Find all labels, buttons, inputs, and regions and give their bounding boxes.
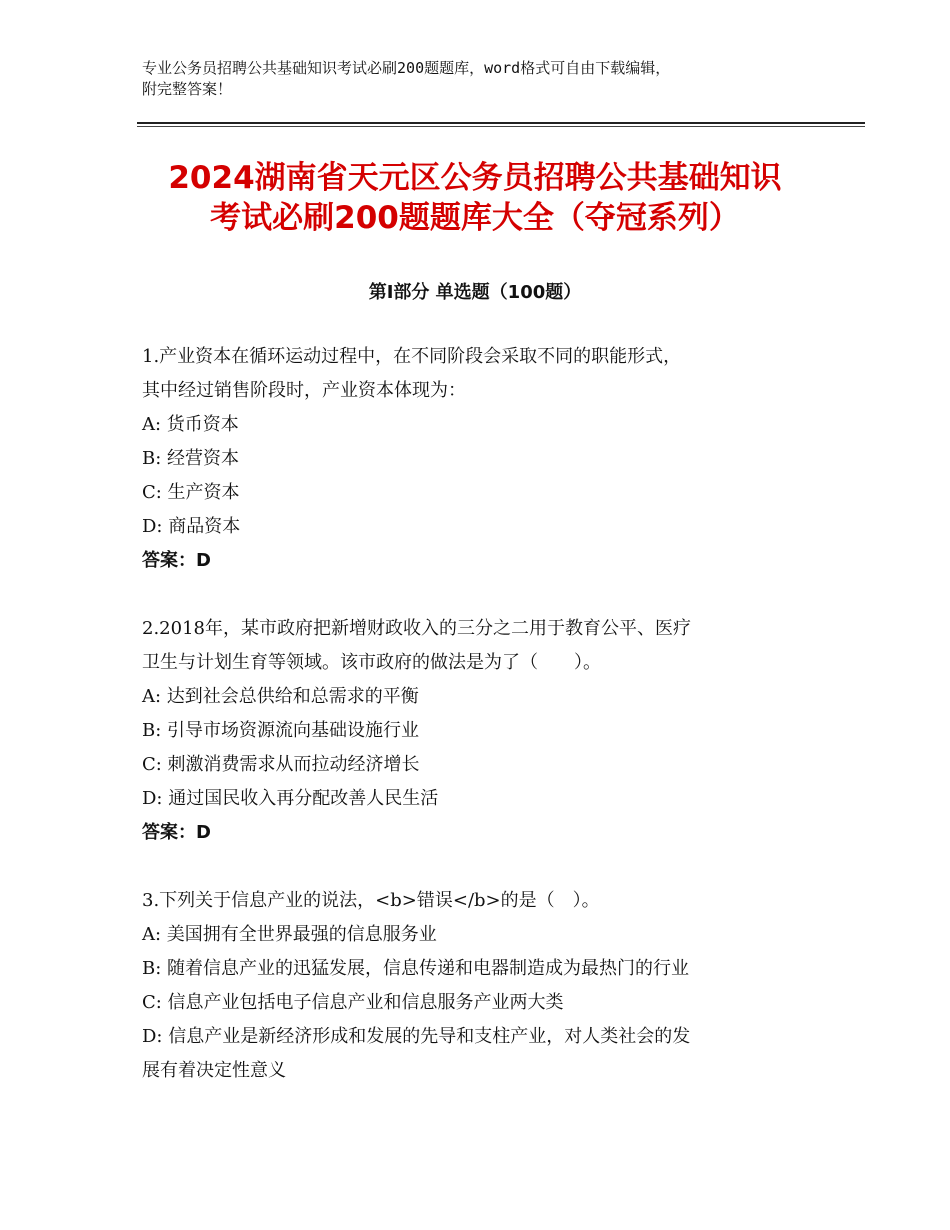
document-title bbox=[100, 158, 850, 238]
document-title-line-1: 2024湖南省天元区公务员招聘公共基础知识 bbox=[168, 160, 782, 196]
section-title: 第Ⅰ部分 单选题（100题） bbox=[368, 282, 582, 303]
header-divider-thin bbox=[137, 126, 865, 127]
option-c: C: 信息产业包括电子信息产业和信息服务产业两大类 bbox=[142, 992, 564, 1013]
option-b: B: 经营资本 bbox=[142, 448, 240, 469]
option-d: D: 商品资本 bbox=[142, 516, 241, 537]
option-a: A: 货币资本 bbox=[142, 414, 239, 435]
option-d-continuation: 展有着决定性意义 bbox=[142, 1060, 286, 1081]
option-d: D: 信息产业是新经济形成和发展的先导和支柱产业，对人类社会的发 bbox=[142, 1026, 691, 1047]
answer-label: 答案：D bbox=[142, 822, 211, 843]
option-c: C: 生产资本 bbox=[142, 482, 240, 503]
question-3 bbox=[142, 884, 822, 1088]
option-c: C: 刺激消费需求从而拉动经济增长 bbox=[142, 754, 420, 775]
header-note bbox=[142, 58, 822, 100]
header-note-line-1: 专业公务员招聘公共基础知识考试必刷200题题库，word格式可自由下载编辑， bbox=[142, 59, 671, 77]
header-note-line-2: 附完整答案！ bbox=[142, 80, 233, 98]
question-2 bbox=[142, 612, 822, 850]
question-stem-line: 其中经过销售阶段时，产业资本体现为： bbox=[142, 380, 466, 401]
option-a: A: 达到社会总供给和总需求的平衡 bbox=[142, 686, 419, 707]
option-b: B: 引导市场资源流向基础设施行业 bbox=[142, 720, 420, 741]
question-list bbox=[142, 340, 822, 1122]
option-a: A: 美国拥有全世界最强的信息服务业 bbox=[142, 924, 437, 945]
question-stem-line: 1.产业资本在循环运动过程中，在不同阶段会采取不同的职能形式， bbox=[142, 346, 682, 367]
question-stem-line: 3.下列关于信息产业的说法，<b>错误</b>的是（ ）。 bbox=[142, 890, 600, 911]
header-divider-thick bbox=[137, 122, 865, 124]
option-b: B: 随着信息产业的迅猛发展，信息传递和电器制造成为最热门的行业 bbox=[142, 958, 690, 979]
document-title-line-2: 考试必刷200题题库大全（夺冠系列） bbox=[210, 200, 740, 236]
answer-label: 答案：D bbox=[142, 550, 211, 571]
question-stem-line: 2.2018年，某市政府把新增财政收入的三分之二用于教育公平、医疗 bbox=[142, 618, 691, 639]
question-1 bbox=[142, 340, 822, 578]
question-stem-line: 卫生与计划生育等领域。该市政府的做法是为了（ ）。 bbox=[142, 652, 601, 673]
option-d: D: 通过国民收入再分配改善人民生活 bbox=[142, 788, 439, 809]
